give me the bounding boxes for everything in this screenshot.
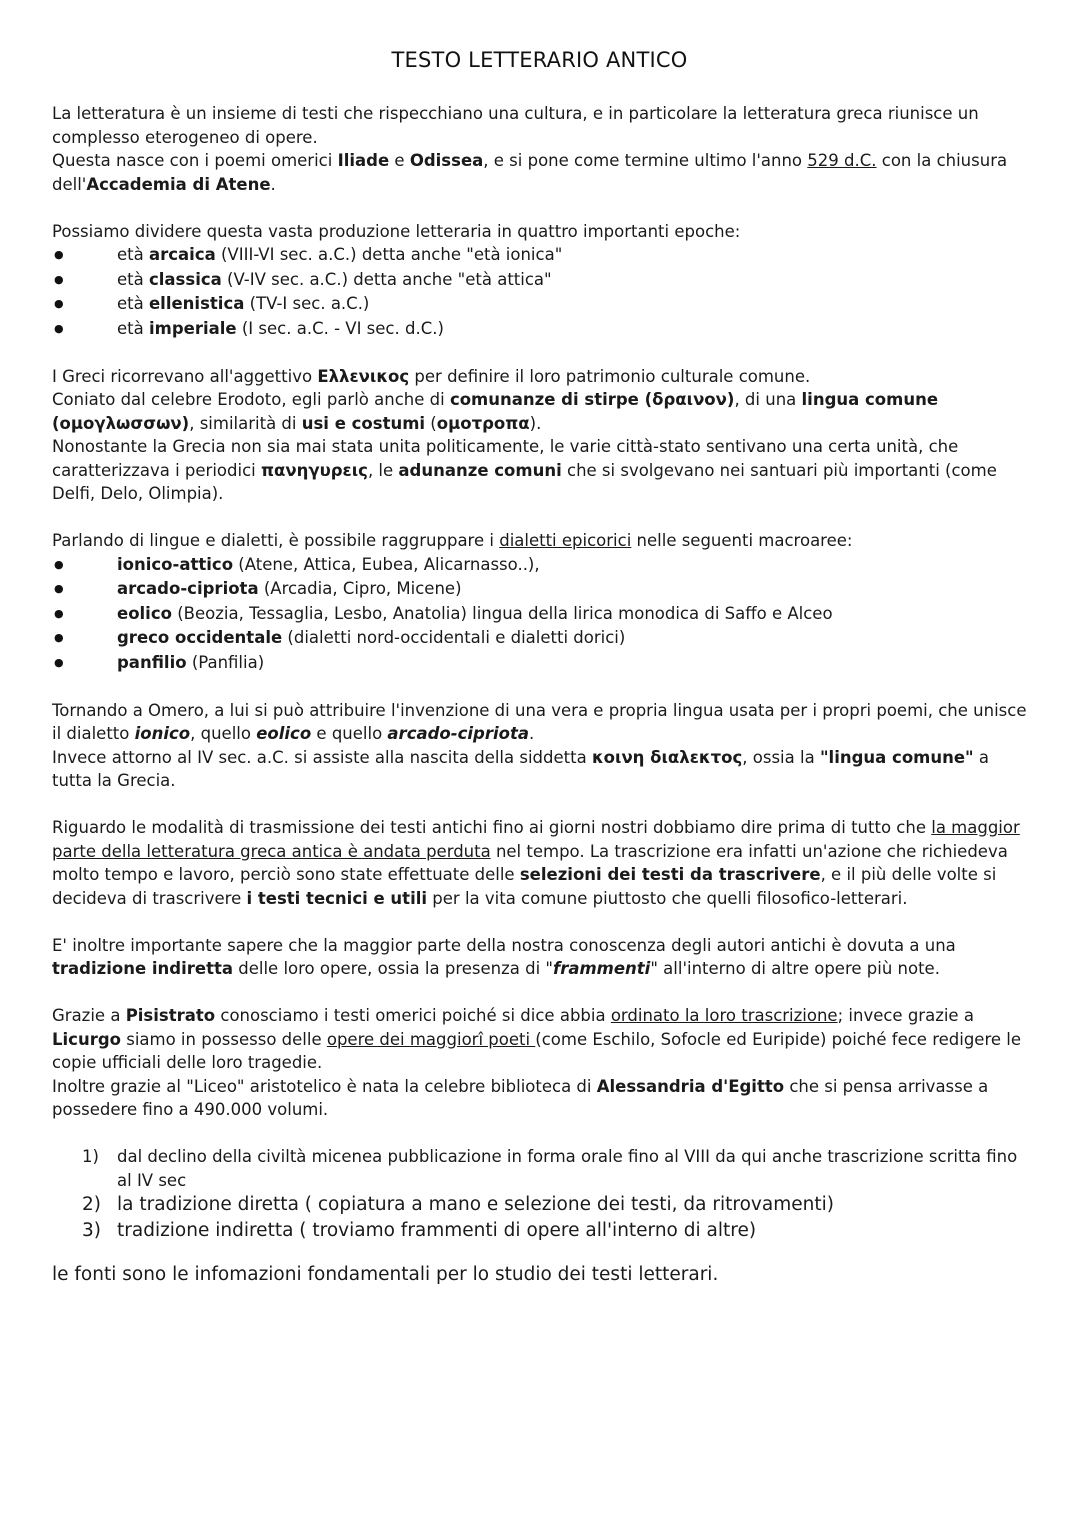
epochs-list	[52, 243, 1027, 341]
koine-sentence: Invece attorno al IV sec. a.C. si assiste alla nascita della siddetta κοινη διαλεκτος, ossia la "lingua comune" a tutta la Grecia.	[52, 747, 989, 790]
alessandria-sentence: Inoltre grazie al "Liceo" aristotelico è nata la celebre biblioteca di Alessandria d'Egitto che si pensa arrivasse a possedere fino a 490.000 volumi.	[52, 1076, 989, 1119]
pisistrato-sentence: Grazie a Pisistrato conosciamo i testi omerici poiché si dice abbia ordinato la loro trascrizione; invece grazie a Licurgo siamo in possesso delle opere dei maggiorî poeti (come Eschilo, Sofocle ed Euripide) poiché fece redigere le copie ufficiali delle loro tragedie.	[52, 1006, 1021, 1072]
document-title: TESTO LETTERARIO ANTICO	[391, 48, 688, 72]
unity-sentence: Nonostante la Grecia non sia mai stata unita politicamente, le varie città-stato sentivano una certa unità, che caratterizzava i periodici πανηγυρεις, le adunanze comuni che si svolgevano nei santuari più importanti (come Delfi, Delo, Olimpia).	[52, 437, 997, 503]
date-529: 529 d.C.	[807, 151, 877, 170]
list-item: 3) tradizione indiretta ( troviamo frammenti di opere all'interno di altre)	[82, 1220, 757, 1241]
list-item: ● greco occidentale (dialetti nord-occidentali e dialetti dorici)	[52, 626, 1027, 651]
hellenikos-sentence: I Greci ricorrevano all'aggettivo Ελλενικος per definire il loro patrimonio culturale comune.	[52, 366, 811, 386]
paragraph-hellenikos	[52, 365, 1027, 506]
paragraph-intro	[52, 102, 1027, 196]
list-item: ● arcado-cipriota (Arcadia, Cipro, Micene)	[52, 577, 1027, 602]
intro-origin-sentence: Questa nasce con i poemi omerici Iliade e Odissea, e si pone come termine ultimo l'anno 529 d.C. con la chiusura dell'Accademia di Atene.	[52, 151, 1008, 194]
document-page	[52, 48, 1027, 1288]
paragraph-epochs	[52, 220, 1027, 342]
paragraph-omero	[52, 699, 1027, 793]
dialects-intro: Parlando di lingue e dialetti, è possibile raggruppare i dialetti epicorici nelle seguenti macroaree:	[52, 531, 853, 550]
list-item: 2) la tradizione diretta ( copiatura a mano e selezione dei testi, da ritrovamenti)	[82, 1194, 834, 1215]
indirect-sentence: E' inoltre importante sapere che la maggior parte della nostra conoscenza degli autori antichi è dovuta a una tradizione indiretta delle loro opere, ossia la presenza di "frammenti" all'interno di altre opere più note.	[52, 935, 956, 978]
transmission-sentence: Riguardo le modalità di trasmissione dei testi antichi fino ai giorni nostri dobbiamo dire prima di tutto che la maggior parte della letteratura greca antica è andata perduta nel tempo. La trascrizione era infatti un'azione che richiedeva molto tempo e lavoro, perciò sono state effettuate delle selezioni dei testi da trascrivere, e il più delle volte si decideva di trascrivere i testi tecnici e utili per la vita comune piuttosto che quelli filosofico-letterari.	[52, 818, 1020, 908]
epochs-intro: Possiamo dividere questa vasta produzione letteraria in quattro importanti epoche:	[52, 221, 741, 241]
list-item: 1) dal declino della civiltà micenea pubblicazione in forma orale fino al VIII da qui anche trascrizione scritta fino al IV sec	[82, 1147, 1018, 1190]
list-item: ● età ellenistica (TV-I sec. a.C.)	[52, 292, 1027, 317]
paragraph-dialects	[52, 529, 1027, 675]
intro-sentence: La letteratura è un insieme di testi che rispecchiano una cultura, e in particolare la letteratura greca riunisce un complesso eterogeneo di opere.	[52, 104, 979, 147]
omero-sentence: Tornando a Omero, a lui si può attribuire l'invenzione di una vera e propria lingua usata per i propri poemi, che unisce il dialetto ionico, quello eolico e quello arcado-cipriota.	[52, 700, 1027, 743]
list-item: ● età classica (V-IV sec. a.C.) detta anche "età attica"	[52, 268, 1027, 293]
list-item: ● eolico (Beozia, Tessaglia, Lesbo, Anatolia) lingua della lirica monodica di Saffo e Alceo	[52, 602, 1027, 627]
paragraph-indirect	[52, 934, 1027, 981]
paragraph-pisistrato	[52, 1004, 1027, 1122]
list-item: ● panfilio (Panfilia)	[52, 651, 1027, 676]
list-item: ● età arcaica (VIII-VI sec. a.C.) detta anche "età ionica"	[52, 243, 1027, 268]
paragraph-transmission	[52, 816, 1027, 910]
list-item: ● età imperiale (I sec. a.C. - VI sec. d.C.)	[52, 317, 1027, 342]
dialects-list	[52, 553, 1027, 676]
list-item: ● ionico-attico (Atene, Attica, Eubea, Alicarnasso..),	[52, 553, 1027, 578]
erodoto-sentence: Coniato dal celebre Erodoto, egli parlò anche di comunanze di stirpe (δραινον), di una lingua comune (ομογλωσσων), similarità di usi e costumi (ομοτροπα).	[52, 390, 939, 433]
final-sentence: le fonti sono le infomazioni fondamentali per lo studio dei testi letterari.	[52, 1264, 719, 1285]
numbered-list	[52, 1145, 1027, 1244]
